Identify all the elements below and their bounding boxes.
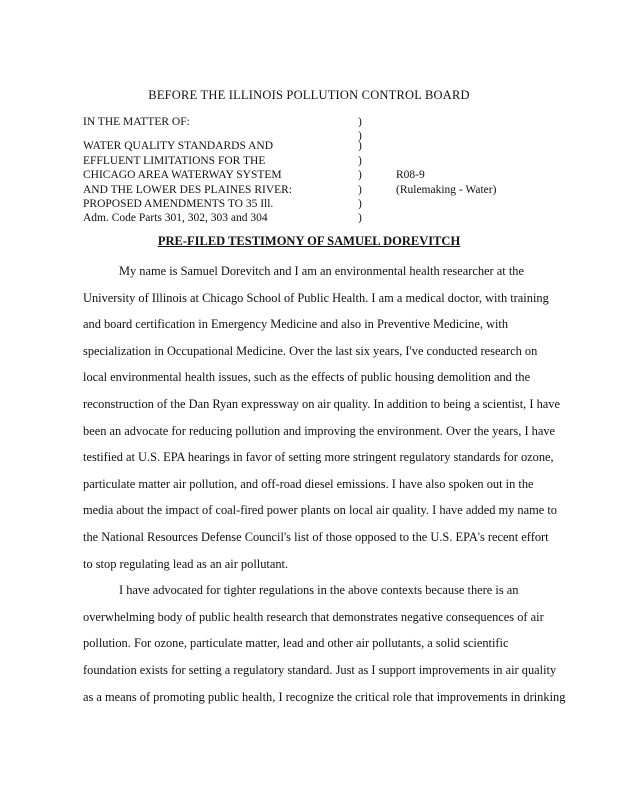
testimony-body bbox=[83, 258, 566, 710]
caption-line: WATER QUALITY STANDARDS AND bbox=[83, 140, 273, 153]
paren: ) bbox=[358, 130, 362, 143]
case-caption bbox=[83, 115, 523, 225]
testimony-heading: PRE-FILED TESTIMONY OF SAMUEL DOREVITCH bbox=[157, 234, 461, 248]
text-line: testified at U.S. EPA hearings in favor of setting more stringent regulatory standards for ozone, bbox=[83, 450, 554, 465]
text-line: and board certification in Emergency Medicine and also in Preventive Medicine, with bbox=[83, 317, 509, 332]
paren: ) bbox=[358, 116, 362, 128]
text-line: My name is Samuel Dorevitch and I am an environmental health researcher at the bbox=[119, 264, 524, 278]
text-line: been an advocate for reducing pollution and improving the environment. Over the years, I have bbox=[83, 423, 556, 438]
docket-type: (Rulemaking - Water) bbox=[396, 183, 497, 196]
paren: ) bbox=[358, 183, 362, 196]
paren: ) bbox=[358, 212, 362, 225]
text-line: media about the impact of coal-fired power plants on local air quality. I have added my name to bbox=[83, 503, 558, 518]
caption-line: CHICAGO AREA WATERWAY SYSTEM bbox=[83, 169, 282, 182]
text-line: I have advocated for tighter regulations in the above contexts because there is an bbox=[119, 583, 519, 598]
paren: ) bbox=[358, 197, 362, 210]
docket-info bbox=[396, 115, 536, 197]
text-line: overwhelming body of public health research that demonstrates negative consequences of air bbox=[83, 609, 544, 624]
caption-line: Adm. Code Parts 301, 302, 303 and 304 bbox=[83, 212, 268, 225]
text-line: reconstruction of the Dan Ryan expressway on air quality. In addition to being a scientist, I have bbox=[83, 396, 560, 411]
text-line: the National Resources Defense Council's list of those opposed to the U.S. EPA's recent effort bbox=[83, 529, 549, 544]
paragraph-2 bbox=[83, 577, 566, 710]
text-line: local environmental health issues, such as the effects of public housing demolition and the bbox=[83, 370, 531, 385]
docket-number: R08-9 bbox=[396, 169, 425, 182]
text-line: as a means of promoting public health, I recognize the critical role that improvements in drinking bbox=[83, 689, 566, 704]
text-line: particulate matter air pollution, and off-road diesel emissions. I have also spoken out in the bbox=[83, 476, 534, 491]
paren: ) bbox=[358, 140, 362, 153]
text-line: foundation exists for setting a regulatory standard. Just as I support improvements in air quality bbox=[83, 662, 557, 677]
caption-parentheses bbox=[358, 115, 368, 226]
paren: ) bbox=[358, 154, 362, 167]
text-line: pollution. For ozone, particulate matter, lead and other air pollutants, a solid scientific bbox=[83, 636, 509, 651]
caption-line: AND THE LOWER DES PLAINES RIVER: bbox=[83, 183, 293, 196]
paragraph-1 bbox=[83, 258, 560, 577]
text-line: specialization in Occupational Medicine. Over the last six years, I've conducted research on bbox=[83, 343, 538, 358]
caption-line: IN THE MATTER OF: bbox=[83, 116, 190, 128]
text-line: University of Illinois at Chicago School of Public Health. I am a medical doctor, with training bbox=[83, 290, 549, 305]
paren: ) bbox=[358, 169, 362, 182]
caption-line: PROPOSED AMENDMENTS TO 35 Ill. bbox=[83, 197, 274, 210]
caption-matter bbox=[83, 115, 343, 226]
board-title: BEFORE THE ILLINOIS POLLUTION CONTROL BOARD bbox=[148, 88, 470, 102]
text-line: to stop regulating lead as an air pollutant. bbox=[83, 556, 289, 571]
caption-line: EFFLUENT LIMITATIONS FOR THE bbox=[83, 154, 266, 167]
